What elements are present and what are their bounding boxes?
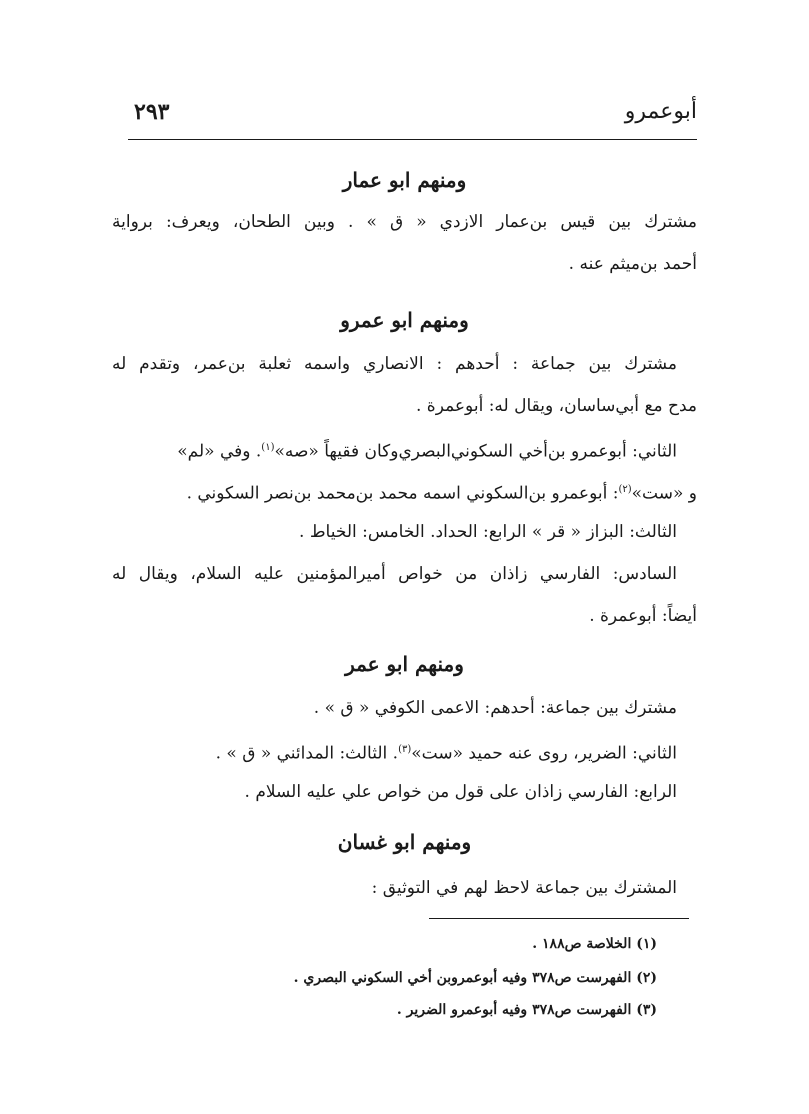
text-line: الثالث: البزاز « قر » الرابع: الحداد. الخامس: الخياط . (299, 522, 677, 542)
page-header (128, 95, 697, 140)
running-head: أبوعمرو (624, 99, 697, 124)
text-span: الثاني: الضرير، روى عنه حميد «ست» (411, 743, 677, 764)
section-title: ومنهم ابو عمرو (340, 308, 469, 332)
footnote-mark: (٢) (618, 484, 632, 495)
footnote-divider (429, 918, 689, 919)
footnote-mark: (١) (261, 442, 275, 453)
text-line: مشترك بين جماعة : أحدهم : الانصاري واسمه ثعلبة بن‌عمر، وتقدم له (112, 354, 677, 374)
text-line: مدح مع أبي‌ساسان، ويقال له: أبوعمرة . (415, 396, 697, 416)
text-line (187, 478, 697, 506)
text-line (216, 738, 677, 766)
text-line: مشترك بين قيس بن‌عمار الازدي « ق » . وبين الطحان، ويعرف: برواية (112, 212, 697, 232)
text-line: الرابع: الفارسي زاذان على قول من خواص علي عليه السلام . (244, 782, 677, 802)
page-number: ٢٩٣ (134, 99, 170, 125)
section-title: ومنهم ابو غسان (337, 830, 472, 854)
text-line: أحمد بن‌ميثم عنه . (568, 254, 697, 274)
section-title: ومنهم ابو عمار (342, 168, 467, 192)
text-span: . الثالث: المدائني « ق » . (215, 743, 399, 764)
footnote-mark: (٣) (398, 744, 412, 755)
text-span: الثاني: أبوعمرو بن‌أخي السكوني‌البصري‌وكان فقيهاً «صه» (274, 441, 677, 462)
section-title: ومنهم ابو عمر (345, 652, 464, 676)
text-line: مشترك بين جماعة: أحدهم: الاعمى الكوفي « ق » . (313, 698, 677, 718)
text-line: أيضاً: أبوعمرة . (589, 606, 697, 626)
text-span: : أبوعمرو بن‌السكوني اسمه محمد بن‌محمد بن‌نصر السكوني . (186, 483, 619, 504)
text-line: المشترك بين جماعة لاحظ لهم في التوثيق : (371, 878, 677, 898)
text-line (177, 436, 677, 464)
footnote: (٣) الفهرست ص٣٧٨ وفيه أبوعمرو الضرير . (396, 1002, 657, 1018)
footnote: (٢) الفهرست ص٣٧٨ وفيه أبوعمروبن أخي السكوني البصري . (293, 970, 657, 986)
text-span: و «ست» (631, 483, 697, 504)
text-span: . وفي «لم» (177, 441, 262, 462)
text-line: السادس: الفارسي زاذان من خواص أميرالمؤمنين عليه السلام، ويقال له (112, 564, 677, 584)
footnote: (١) الخلاصة ص١٨٨ . (532, 936, 657, 952)
